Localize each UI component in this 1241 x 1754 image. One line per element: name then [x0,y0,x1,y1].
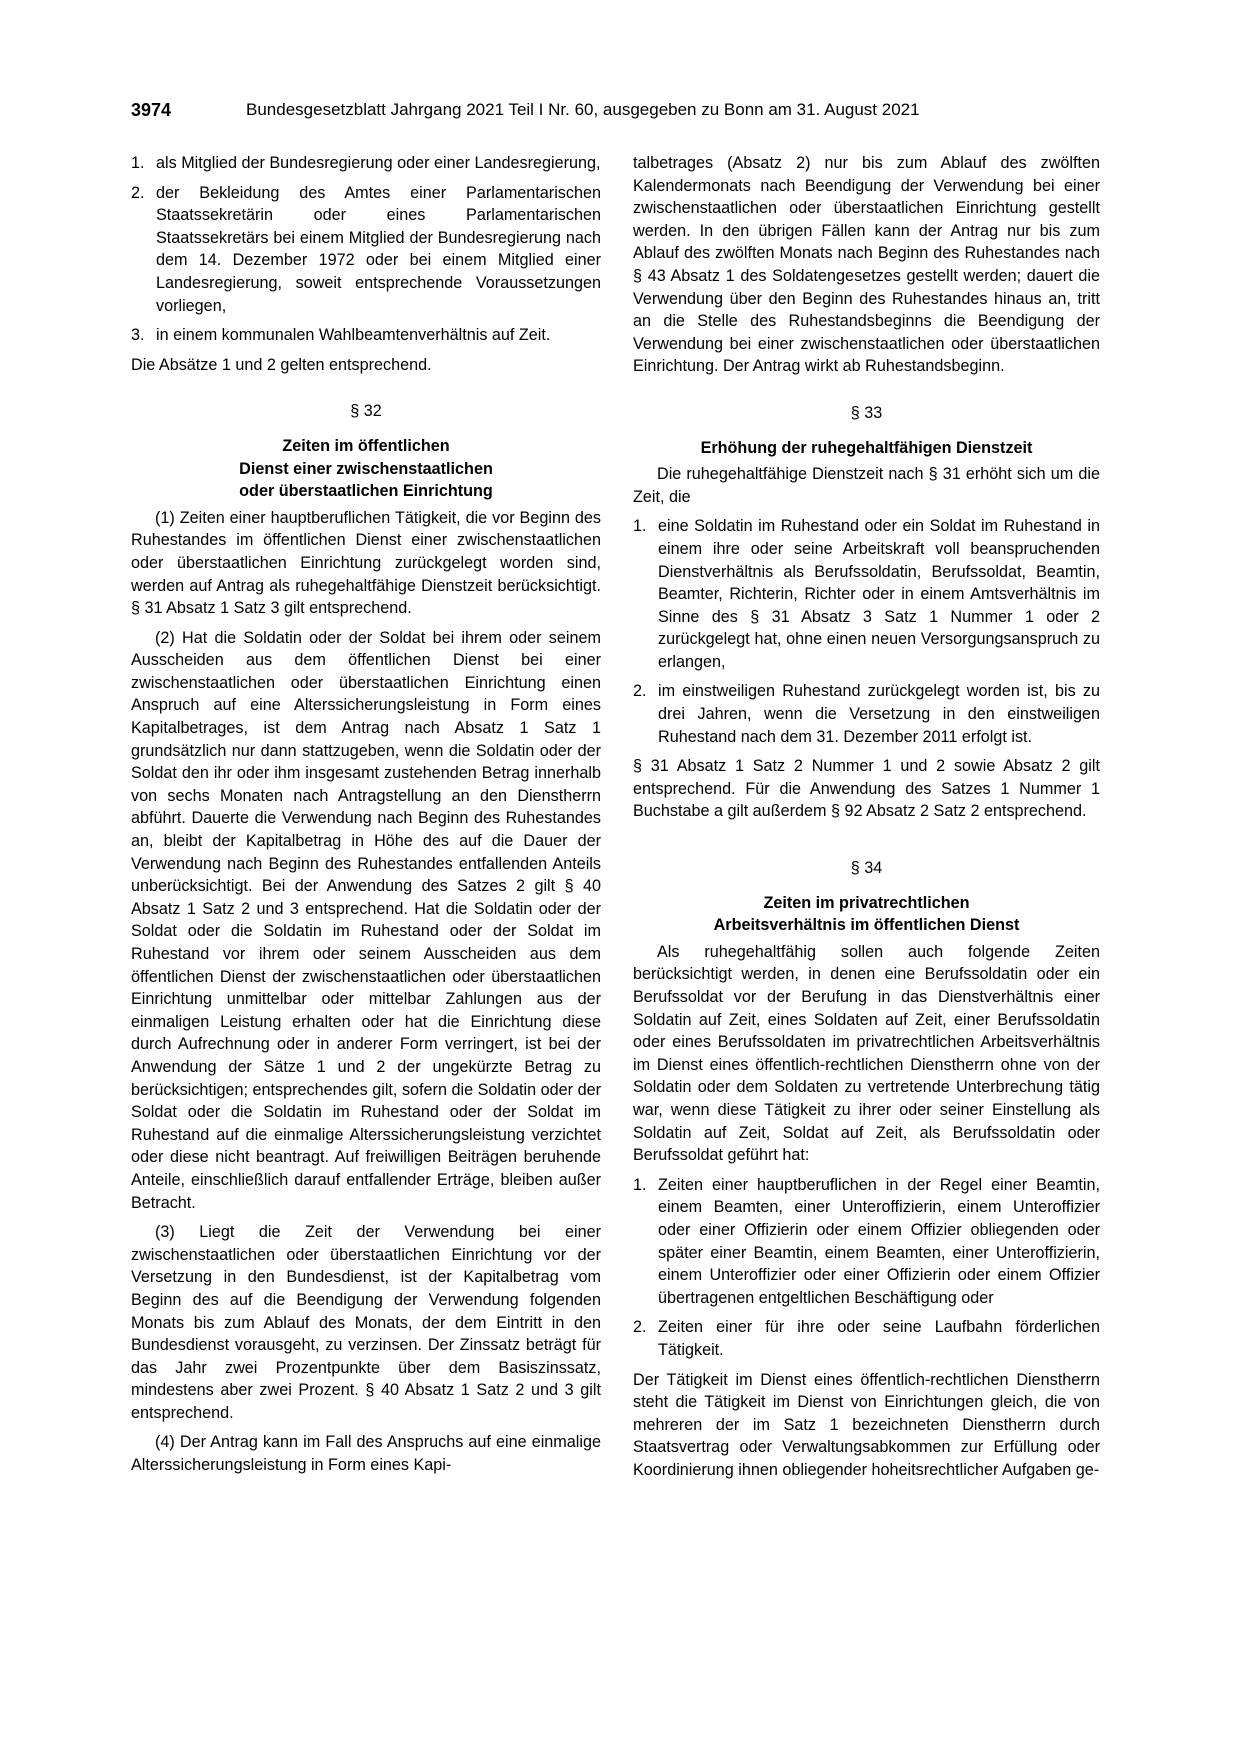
running-head: Bundesgesetzblatt Jahrgang 2021 Teil I Nr. 60, ausgegeben zu Bonn am 31. August 2021 [246,100,920,119]
list-text: eine Soldatin im Ruhestand oder ein Soldat im Ruhestand in einem ihre oder seine Arbeitskraft voll beanspruchenden Dienstverhältnis als Berufssoldatin, Berufssoldat, Beamtin, Beamter, Richterin, Richter oder in einem Amtsverhältnis im Sinne des § 31 Absatz 3 Satz 1 Nummer 1 oder 2 zurückgelegt hat, ohne einen neuen Versorgungsanspruch zu erlangen, [658,517,1100,671]
section-title: Erhöhung der ruhegehaltfähigen Dienstzeit [700,438,1033,457]
paragraph: § 31 Absatz 1 Satz 2 Nummer 1 und 2 sowie Absatz 2 gilt entsprechend. Für die Anwendung des Satzes 1 Nummer 1 Buchstabe a gilt außerdem § 92 Absatz 2 Satz 2 entsprechend. [633,757,1100,821]
section-title [633,892,1100,937]
list-item [633,1316,1100,1361]
section-title-line: Zeiten im privatrechtlichen [763,893,970,912]
right-column [633,152,1100,1488]
section-number: § 32 [350,402,382,421]
list-text: Zeiten einer hauptberuflichen in der Regel einer Beamtin, einem Beamten, einer Unteroffizierin, einem Unteroffizier oder einer Offizierin oder einem Offizier obliegenden oder später einer Beamtin, einem Beamten, einer Unteroffizierin, einem Unteroffizier oder einer Offizierin oder einem Offizier übertragenen entgeltlichen Beschäftigung oder [658,1175,1100,1307]
list-text: als Mitglied der Bundesregierung oder einer Landesregierung, [156,154,601,172]
list-text: Zeiten einer für ihre oder seine Laufbahn förderlichen Tätigkeit. [658,1318,1100,1359]
list-item [633,1174,1100,1310]
paragraph: (3) Liegt die Zeit der Verwendung bei einer zwischenstaatlichen oder überstaatlichen Einrichtung vor der Versetzung in den Bundesdienst, ist der Kapitalbetrag vom Beginn des auf die Beendigung der Verwendung folgenden Monats bis zum Ablauf des Monats, der dem Eintritt in den Bundesdienst vorausgeht, zu verzinsen. Der Zinssatz beträgt für das Jahr zwei Prozentpunkte über dem Basiszinssatz, mindestens aber zwei Prozent. § 40 Absatz 1 Satz 2 und 3 gilt entsprechend. [131,1223,601,1422]
list-text: der Bekleidung des Amtes einer Parlamentarischen Staatssekretärin oder eines Parlamentarischen Staatssekretärs bei einem Mitglied der Bundesregierung nach dem 14. Dezember 1972 oder bei einem Mitglied einer Landesregierung, soweit entsprechende Voraussetzungen vorliegen, [156,183,601,315]
list-number: 1. [633,1175,647,1194]
list-item [633,680,1100,748]
list-number: 3. [131,326,145,345]
list-number: 2. [633,1318,647,1337]
page-header [131,100,1001,124]
list-item [131,182,601,318]
section-number: § 34 [850,859,883,878]
paragraph: (2) Hat die Soldatin oder der Soldat bei ihrem oder seinem Ausscheiden aus dem öffentlichen Dienst bei einer zwischenstaatlichen oder überstaatlichen Einrichtung einen Anspruch auf eine Alterssicherungsleistung in Form eines Kapitalbetrages, ist dem Antrag nach Absatz 1 Satz 1 grundsätzlich nur dann stattzugeben, wenn die Soldatin oder der Soldat den ihr oder ihm insgesamt zustehenden Betrag innerhalb von sechs Monaten nach Antragstellung an den Dienstherrn abführt. Dauerte die Verwendung nach Beginn des Ruhestandes an, bleibt der Kapitalbetrag in Höhe des auf die Dauer der Verwendung nach Beginn des Ruhestandes entfallenden Anteils unberücksichtigt. Bei der Anwendung des Satzes 2 gilt § 40 Absatz 1 Satz 2 und 3 entsprechend. Hat die Soldatin oder der Soldat oder die Soldatin im Ruhestand oder der Soldat im Ruhestand vor ihrem oder seinem Ausscheiden aus dem öffentlichen Dienst der zwischenstaatlichen oder überstaatlichen Einrichtung unmittelbar oder mittelbar Zahlungen aus der einmaligen Leistung erhalten oder hat die Einrichtung diese durch Aufrechnung oder in anderer Form verringert, ist bei der Anwendung der Sätze 1 und 2 der ungekürzte Betrag zu berücksichtigen; entsprechendes gilt, sofern die Soldatin oder der Soldat oder die Soldatin im Ruhestand oder der Soldat im Ruhestand auf die einmalige Alterssicherungsleistung verzichtet oder diese nicht beantragt. Auf freiwilligen Beiträgen beruhende Anteile, einschließlich darauf entfallender Erträge, bleiben außer Betracht. [131,628,601,1212]
list-number: 2. [633,682,647,701]
list-number: 2. [131,183,145,202]
list-number: 1. [131,154,145,172]
section-title-line: Zeiten im öffentlichen [282,436,450,455]
paragraph: Die Absätze 1 und 2 gelten entsprechend. [131,355,432,374]
list-number: 1. [633,517,647,536]
paragraph: Als ruhegehaltfähig sollen auch folgende Zeiten berücksichtigt werden, in denen eine Berufssoldatin oder ein Berufssoldat vor der Berufung in das Dienstverhältnis einer Soldatin auf Zeit, eines Soldaten auf Zeit, einer Berufssoldatin oder eines Berufssoldaten im privatrechtlichen Arbeitsverhältnis im Dienst eines öffentlich-rechtlichen Dienstherrn ohne von der Soldatin oder dem Soldaten zu vertretende Unterbrechung tätig war, wenn diese Tätigkeit zu ihrer oder seiner Einstellung als Soldatin auf Zeit, Soldat auf Zeit, als Berufssoldatin oder Berufssoldat geführt hat: [633,942,1100,1165]
section-title [131,435,601,503]
paragraph: Der Tätigkeit im Dienst eines öffentlich-rechtlichen Dienstherrn steht die Tätigkeit im Dienst von Einrichtungen gleich, die von mehreren der im Satz 1 bezeichneten Dienstherrn durch Staatsvertrag oder Verwaltungsabkommen zur Erfüllung oder Koordinierung ihnen obliegender hoheitsrechtlicher Aufgaben ge- [633,1370,1100,1479]
section-title-line: Dienst einer zwischenstaatlichen [239,459,493,478]
paragraph: Die ruhegehaltfähige Dienstzeit nach § 31 erhöht sich um die Zeit, die [633,465,1100,506]
left-column [131,152,601,1484]
list-item [633,515,1100,673]
list-item [131,324,601,347]
list-text: im einstweiligen Ruhestand zurückgelegt worden ist, bis zu drei Jahren, wenn die Versetzung in den einstweiligen Ruhestand nach dem 31. Dezember 2011 erfolgt ist. [658,682,1100,746]
section-number: § 33 [850,403,883,422]
section-title-line: oder überstaatlichen Einrichtung [239,482,493,501]
page-number: 3974 [131,100,172,120]
section-title-line: Arbeitsverhältnis im öffentlichen Dienst [713,916,1020,935]
list-item [131,152,601,175]
paragraph: talbetrages (Absatz 2) nur bis zum Ablauf des zwölften Kalendermonats nach Beendigung der Verwendung bei einer zwischenstaatlichen oder überstaatlichen Einrichtung gestellt werden. In den übrigen Fällen kann der Antrag nur bis zum Ablauf des zwölften Monats nach Beginn des Ruhestandes nach § 43 Absatz 1 des Soldatengesetzes gestellt werden; dauert die Verwendung über den Beginn des Ruhestandes hinaus an, tritt an die Stelle des Ruhestandsbeginns die Beendigung der Verwendung bei einer zwischenstaatlichen oder überstaatlichen Einrichtung. Der Antrag wirkt ab Ruhestandsbeginn. [633,154,1100,376]
list-text: in einem kommunalen Wahlbeamtenverhältnis auf Zeit. [156,326,551,345]
paragraph: (1) Zeiten einer hauptberuflichen Tätigkeit, die vor Beginn des Ruhestandes im öffentlichen Dienst einer zwischenstaatlichen oder überstaatlichen Einrichtung zurückgelegt worden sind, werden auf Antrag als ruhegehaltfähige Dienstzeit berücksichtigt. § 31 Absatz 1 Satz 3 gilt entsprechend. [131,508,601,618]
paragraph: (4) Der Antrag kann im Fall des Anspruchs auf eine einmalige Alterssicherungsleistung in Form eines Kapi- [131,1433,601,1475]
